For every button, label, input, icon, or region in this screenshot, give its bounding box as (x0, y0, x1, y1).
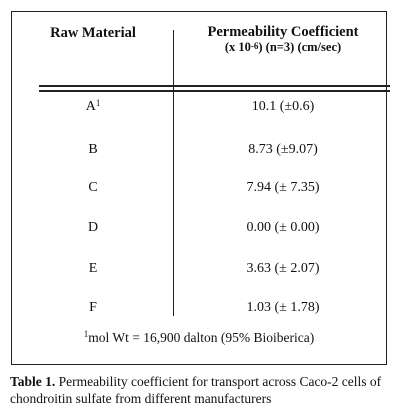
row-material: C (88, 180, 98, 195)
header-rule-top (39, 85, 390, 87)
header-permeability-units: (x $10^{-6}$) (n=3) (cm/sec) (224, 40, 342, 54)
header-permeability (183, 25, 383, 55)
row-material: E (88, 261, 98, 276)
row-value: 7.94 (± 7.35) (246, 180, 320, 195)
data-table (11, 11, 387, 365)
row-value: 8.73 (±9.07) (248, 142, 318, 157)
row-value: 0.00 (± 0.00) (246, 220, 320, 235)
row-value: 1.03 (± 1.78) (246, 300, 320, 315)
header-permeability-title: Permeability Coefficient (207, 24, 359, 40)
row-value: 3.63 (± 2.07) (246, 261, 320, 276)
row-material: D (87, 220, 99, 235)
header-raw-material: Raw Material (50, 25, 136, 41)
row-material: $A^1$ (85, 98, 101, 114)
header-rule-bottom (39, 90, 390, 92)
table-caption (10, 373, 395, 407)
caption-label: Table 1. (10, 374, 56, 389)
column-divider (173, 30, 174, 316)
caption-text: Permeability coefficient for transport across Caco-2 cells of chondroitin sulfate from different manufacturers (10, 374, 382, 406)
row-material: B (88, 142, 98, 157)
table-footnote: $^1$mol Wt = 16,900 dalton (95% Bioiberica) (83, 329, 315, 345)
row-value: 10.1 (±0.6) (251, 99, 315, 114)
row-material: F (89, 300, 97, 315)
